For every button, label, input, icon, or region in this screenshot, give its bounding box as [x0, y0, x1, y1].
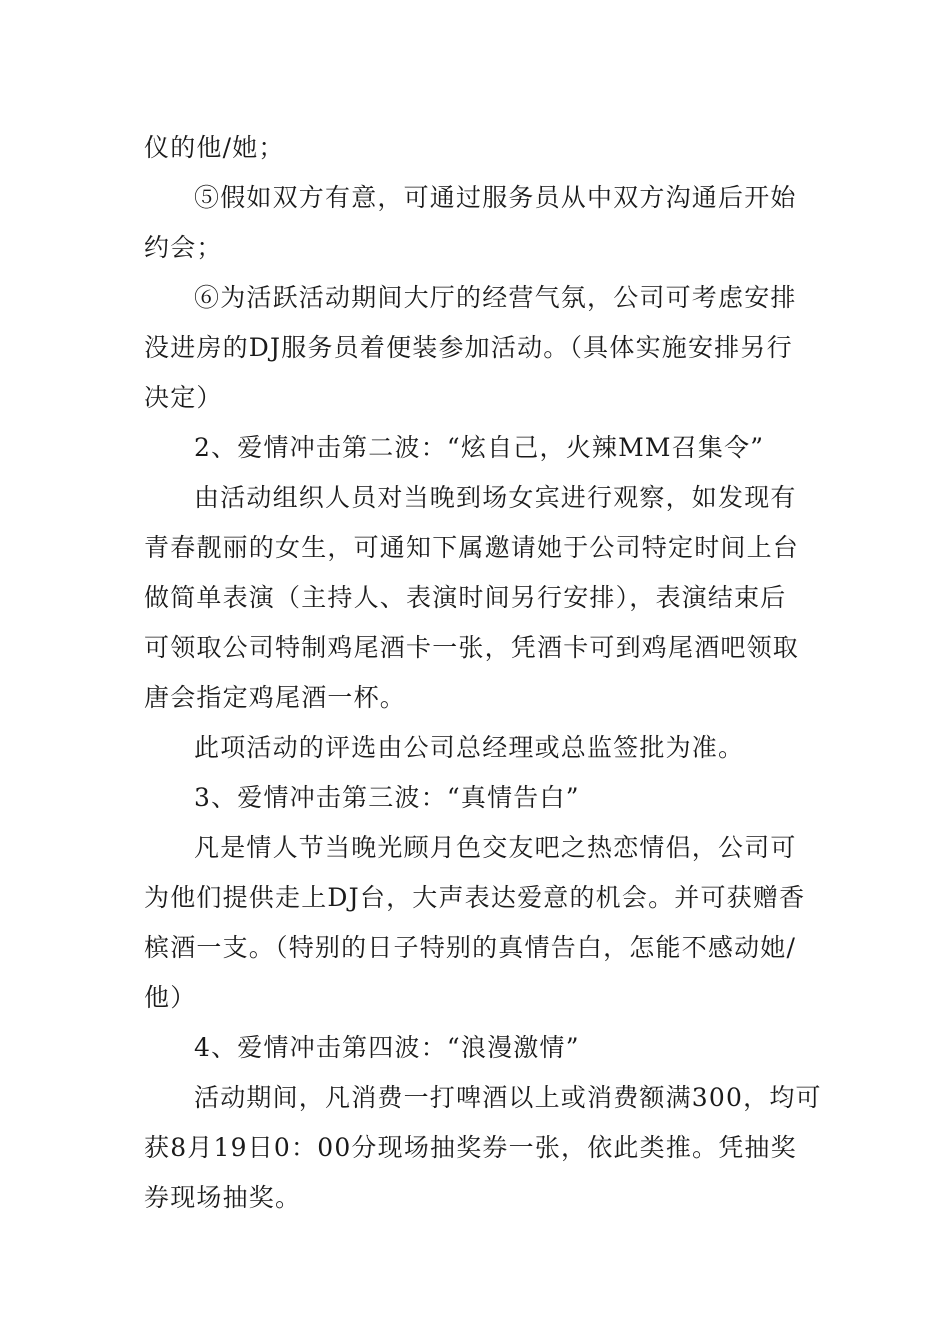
section-heading: 3、爱情冲击第三波：“真情告白”: [194, 783, 580, 812]
text-line: 他）: [144, 983, 197, 1012]
text-line: 约会；: [144, 233, 223, 262]
text-line: 槟酒一支。（特别的日子特别的真情告白，怎能不感动她/: [144, 933, 797, 962]
text-line: 券现场抽奖。: [144, 1183, 302, 1212]
text-line: 唐会指定鸡尾酒一杯。: [144, 683, 407, 712]
text-line: 没进房的DJ服务员着便装参加活动。（具体实施安排另行: [144, 333, 793, 362]
text-line: ⑤假如双方有意，可通过服务员从中双方沟通后开始: [194, 183, 797, 212]
text-line: 可领取公司特制鸡尾酒卡一张，凭酒卡可到鸡尾酒吧领取: [144, 633, 800, 662]
text-line: 青春靓丽的女生，可通知下属邀请她于公司特定时间上台: [144, 533, 800, 562]
text-line: 做简单表演（主持人、表演时间另行安排），表演结束后: [144, 583, 787, 612]
text-line: 此项活动的评选由公司总经理或总监签批为准。: [194, 733, 745, 762]
text-line: 为他们提供走上DJ台，大声表达爱意的机会。并可获赠香: [144, 883, 806, 912]
text-line: ⑥为活跃活动期间大厅的经营气氛，公司可考虑安排: [194, 283, 797, 312]
text-line: 凡是情人节当晚光顾月色交友吧之热恋情侣，公司可: [194, 833, 797, 862]
text-line: 活动期间，凡消费一打啤酒以上或消费额满300，均可: [194, 1083, 822, 1112]
section-heading: 2、爱情冲击第二波：“炫自己，火辣MM召集令”: [194, 433, 765, 462]
section-heading: 4、爱情冲击第四波：“浪漫激情”: [194, 1033, 580, 1062]
text-line: 决定）: [144, 383, 223, 412]
text-line: 由活动组织人员对当晚到场女宾进行观察，如发现有: [194, 483, 797, 512]
text-line: 获8月19日0：00分现场抽奖券一张，依此类推。凭抽奖: [144, 1133, 797, 1162]
text-line: 仪的他/她；: [144, 133, 285, 162]
